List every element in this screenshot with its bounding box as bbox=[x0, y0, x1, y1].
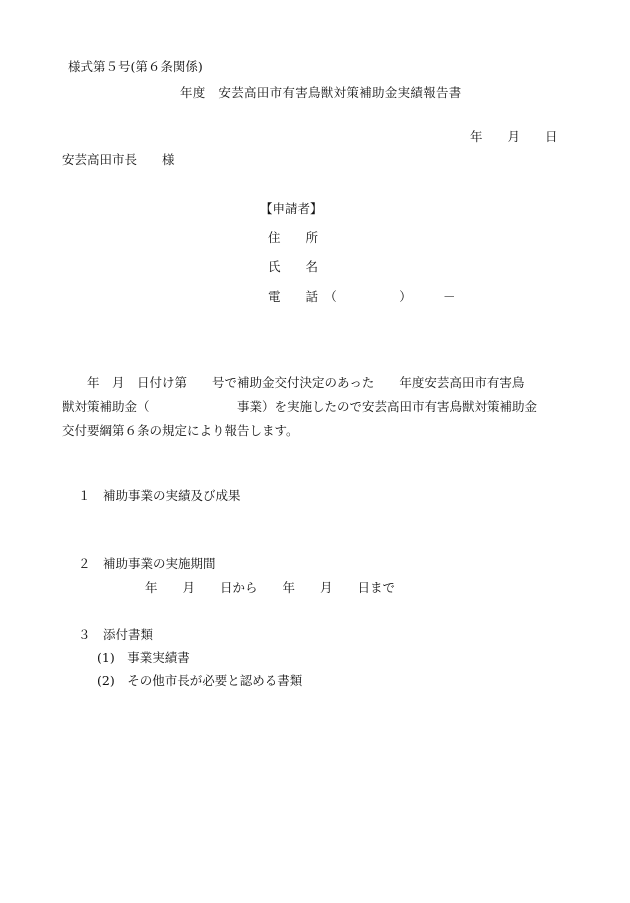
implementation-period: 年 月 日から 年 月 日まで bbox=[145, 580, 396, 595]
body-line: 年 月 日付け第 号で補助金交付決定のあった 年度安芸高田市有害鳥 bbox=[62, 375, 525, 390]
addressee: 安芸高田市長 様 bbox=[62, 152, 175, 167]
section-results-heading: １ 補助事業の実績及び成果 bbox=[78, 488, 241, 503]
applicant-phone-label: 電 話 （ ） － bbox=[268, 289, 456, 304]
date-line: 年 月 日 bbox=[470, 129, 558, 144]
applicant-heading: 【申請者】 bbox=[260, 201, 323, 216]
applicant-name-label: 氏 名 bbox=[268, 259, 319, 274]
section-attachments-heading: ３ 添付書類 bbox=[78, 627, 154, 642]
form-number: 様式第５号(第６条関係) bbox=[68, 59, 203, 74]
section-period-heading: ２ 補助事業の実施期間 bbox=[78, 556, 216, 571]
body-line: 獣対策補助金（ 事業）を実施したので安芸高田市有害鳥獣対策補助金 bbox=[62, 399, 538, 414]
attachment-item: (2) その他市長が必要と認める書類 bbox=[97, 673, 303, 688]
document-title: 年度 安芸高田市有害鳥獣対策補助金実績報告書 bbox=[180, 85, 462, 100]
applicant-address-label: 住 所 bbox=[268, 230, 319, 245]
report-body-paragraph bbox=[62, 371, 572, 443]
attachment-item: (1) 事業実績書 bbox=[97, 650, 190, 665]
body-line: 交付要綱第６条の規定により報告します。 bbox=[62, 423, 299, 438]
